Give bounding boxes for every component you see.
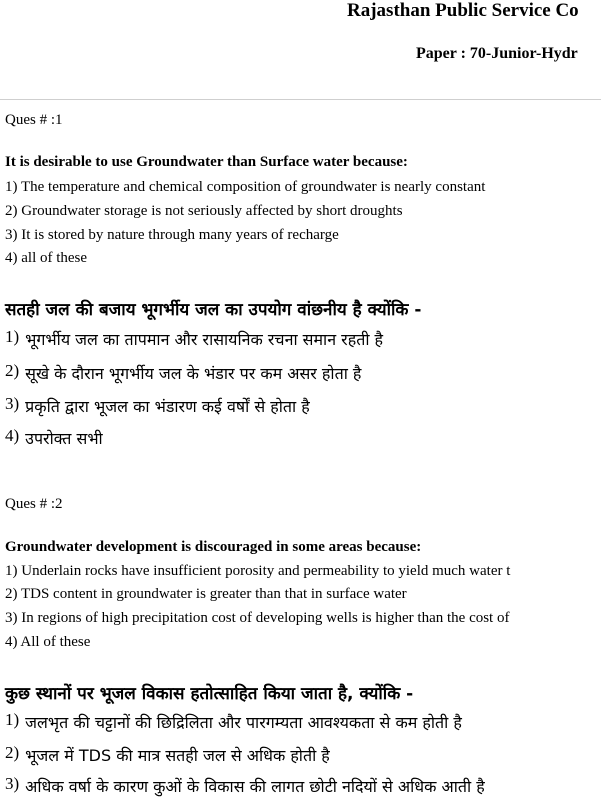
option-hi bbox=[5, 774, 485, 797]
option-number: 1) bbox=[5, 327, 20, 346]
option-hi bbox=[5, 361, 361, 384]
option-text: भूगर्भीय जल का तापमान और रासायनिक रचना समान रहती है bbox=[25, 330, 384, 349]
question-number: Ques # :2 bbox=[5, 496, 63, 512]
option-hi bbox=[5, 327, 383, 350]
option-number: 3) bbox=[5, 394, 20, 413]
option-number: 3) bbox=[5, 774, 20, 793]
option-text: भूजल में TDS की मात्र सतही जल से अधिक होती है bbox=[25, 746, 330, 765]
option-en: 1) Underlain rocks have insufficient porosity and permeability to yield much water t bbox=[5, 563, 511, 579]
option-en: 1) The temperature and chemical composition of groundwater is nearly constant bbox=[5, 179, 486, 195]
option-en: 3) It is stored by nature through many years of recharge bbox=[5, 227, 339, 243]
option-number: 1) bbox=[5, 710, 20, 729]
question-text-hi: कुछ स्थानों पर भूजल विकास हतोत्साहित किया जाता है, क्योंकि - bbox=[5, 684, 414, 704]
option-en: 3) In regions of high precipitation cost of developing wells is higher than the cost of bbox=[5, 610, 510, 626]
option-hi bbox=[5, 743, 330, 766]
option-en: 4) All of these bbox=[5, 634, 91, 650]
question-text-en: It is desirable to use Groundwater than Surface water because: bbox=[5, 154, 408, 170]
option-text: अधिक वर्षा के कारण कुओं के विकास की लागत छोटी नदियों से अधिक आती है bbox=[25, 777, 485, 796]
option-number: 4) bbox=[5, 426, 20, 445]
question-number: Ques # :1 bbox=[5, 112, 63, 128]
option-text: प्रकृति द्वारा भूजल का भंडारण कई वर्षों से होता है bbox=[25, 397, 310, 416]
option-text: जलभृत की चट्टानों की छिद्रिलिता और पारगम्यता आवश्यकता से कम होती है bbox=[25, 713, 462, 732]
option-number: 2) bbox=[5, 743, 20, 762]
option-en: 4) all of these bbox=[5, 250, 88, 266]
option-en: 2) Groundwater storage is not seriously affected by short droughts bbox=[5, 203, 403, 219]
document-title: Rajasthan Public Service Co bbox=[347, 0, 579, 21]
question-text-en: Groundwater development is discouraged in some areas because: bbox=[5, 539, 422, 555]
option-text: उपरोक्त सभी bbox=[25, 429, 103, 448]
option-text: सूखे के दौरान भूगर्भीय जल के भंडार पर कम असर होता है bbox=[25, 364, 362, 383]
option-hi bbox=[5, 394, 310, 417]
question-text-hi: सतही जल की बजाय भूगर्भीय जल का उपयोग वांछनीय है क्योंकि - bbox=[5, 300, 422, 320]
option-en: 2) TDS content in groundwater is greater than that in surface water bbox=[5, 586, 407, 602]
option-number: 2) bbox=[5, 361, 20, 380]
option-hi bbox=[5, 710, 462, 733]
option-hi bbox=[5, 426, 103, 449]
header-divider bbox=[0, 99, 601, 100]
paper-code: Paper : 70-Junior-Hydr bbox=[416, 45, 578, 62]
